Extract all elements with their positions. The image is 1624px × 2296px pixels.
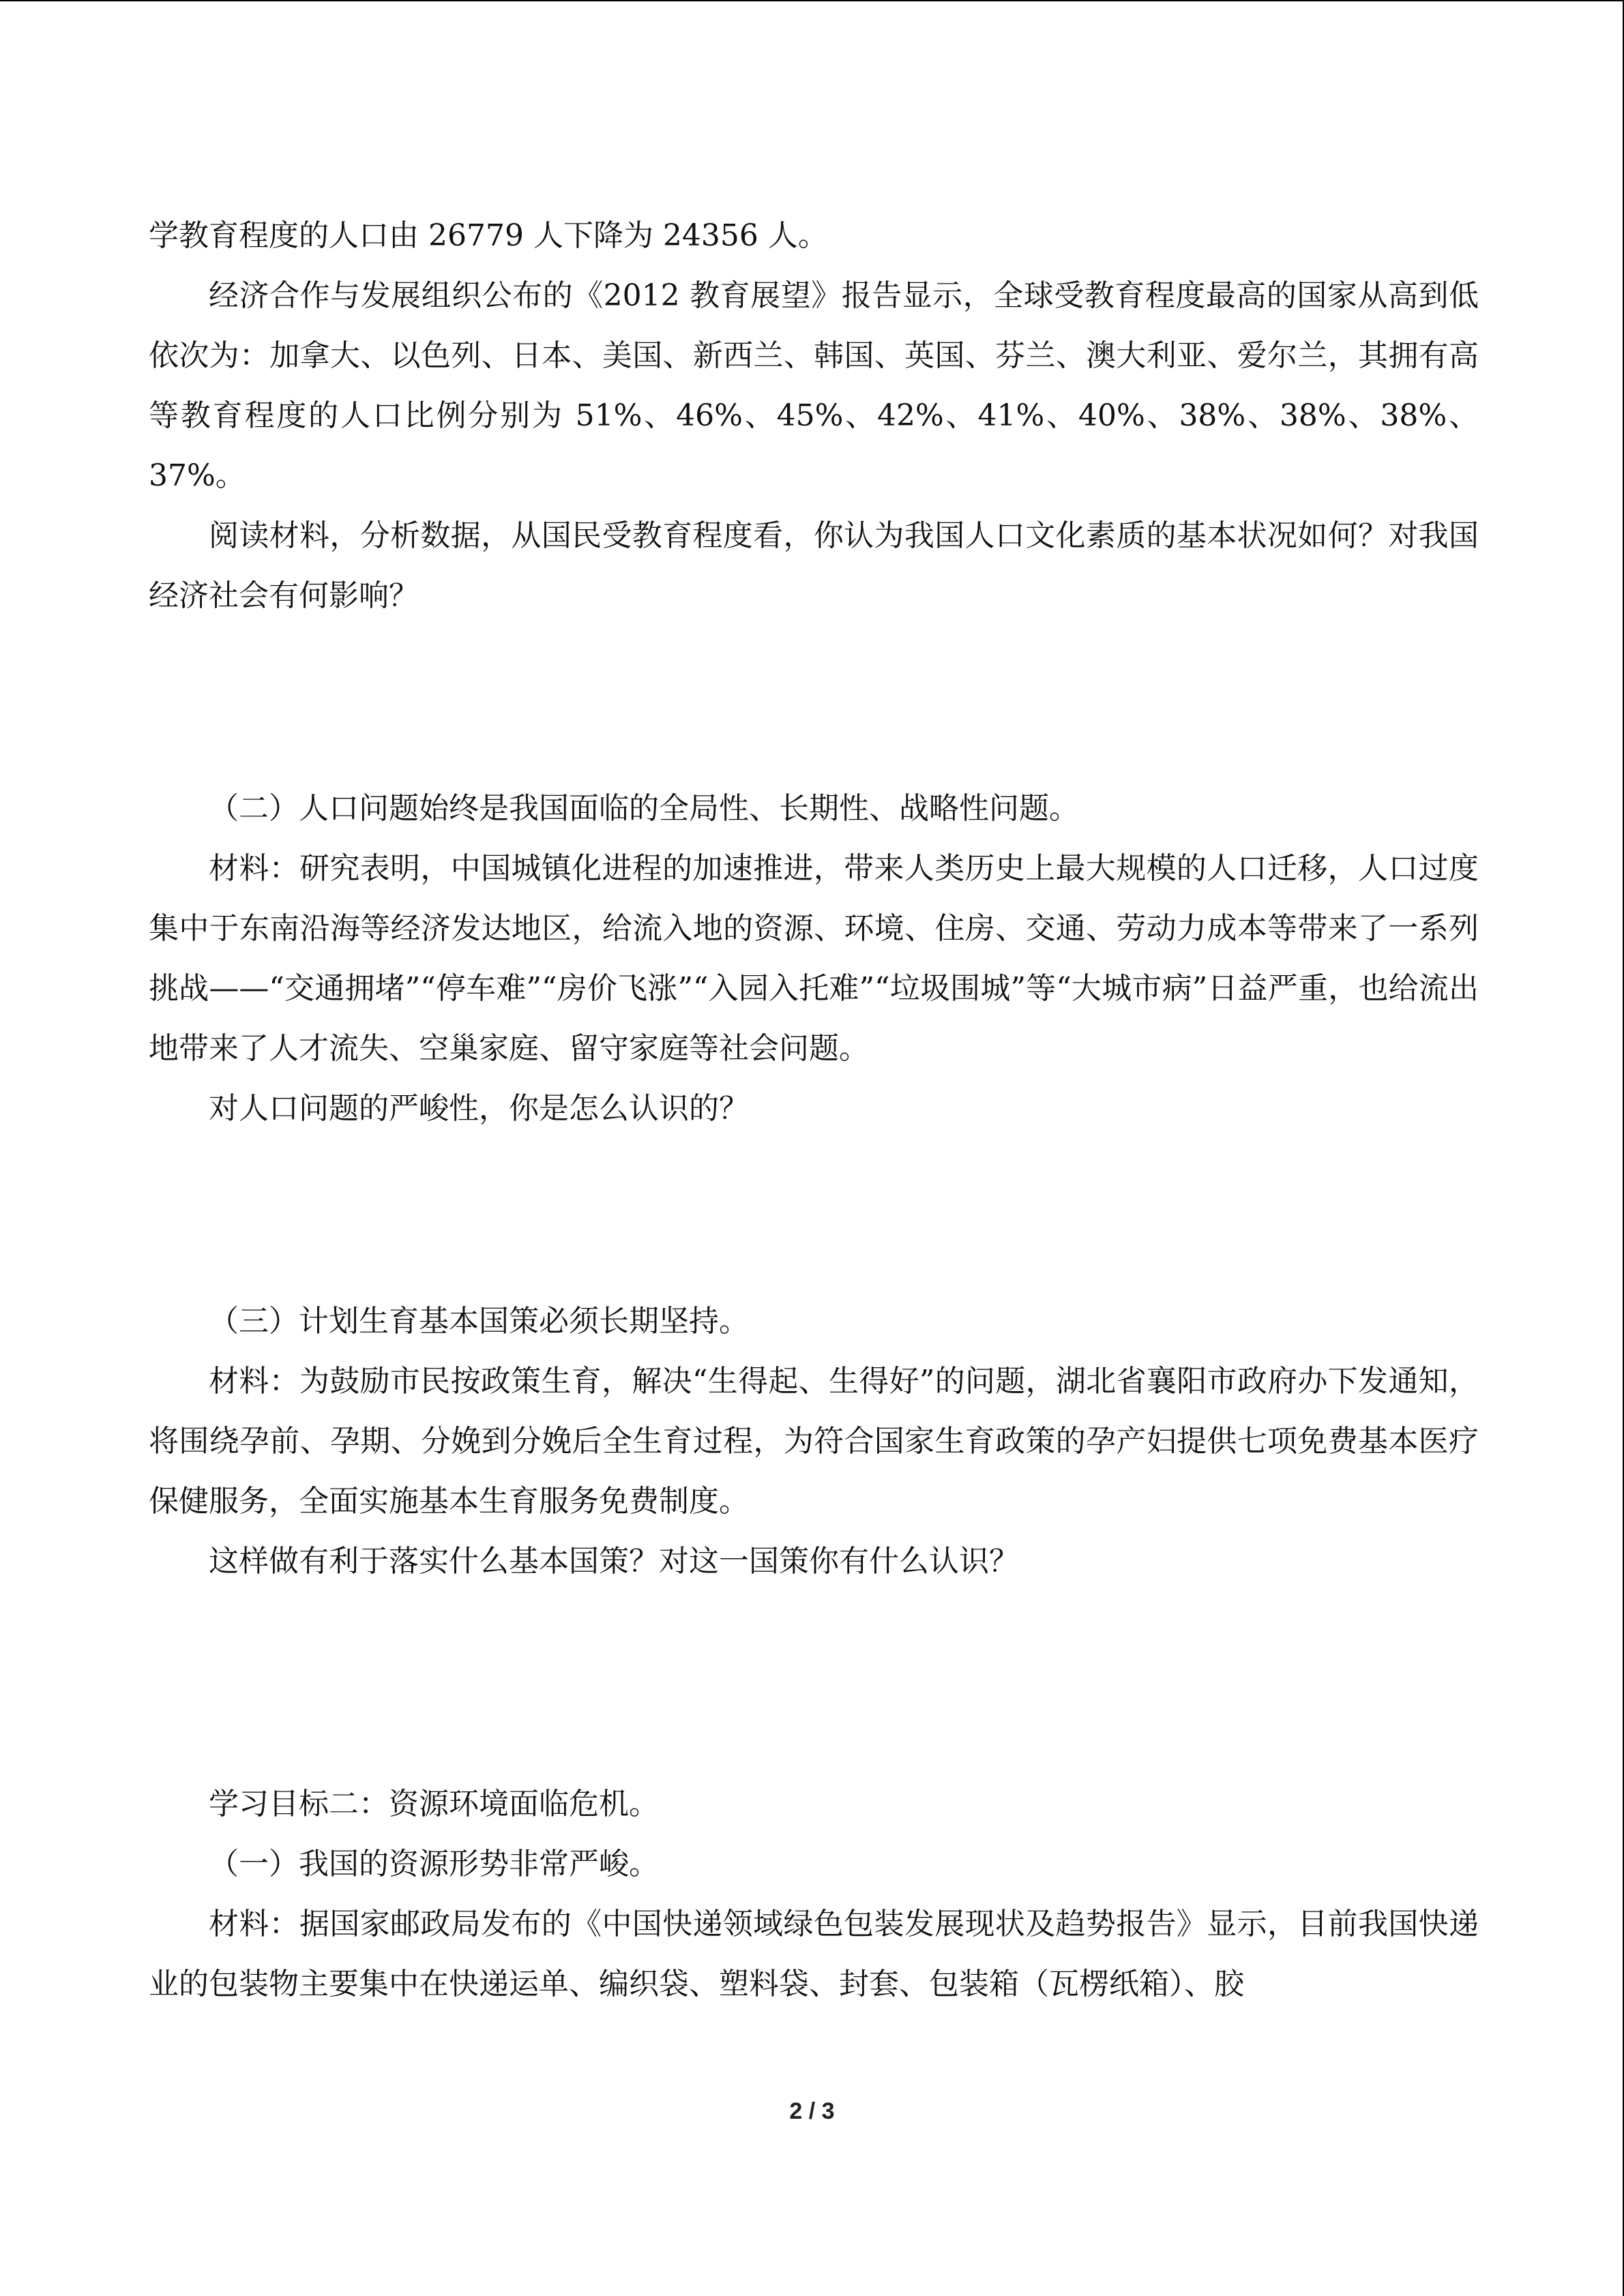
paragraph-xiangyang-material: 材料：为鼓励市民按政策生育，解决“生得起、生得好”的问题，湖北省襄阳市政府办下发通知，将围绕孕前、孕期、分娩到分娩后全生育过程，为符合国家生育政策的孕产妇提供七项免费基本医疗保健服务，全面实施基本生育服务免费制度。	[149, 1364, 1479, 1519]
learning-goal-two: 学习目标二：资源环境面临危机。	[209, 1787, 659, 1821]
paragraph-question-population: 对人口问题的严峻性，你是怎么认识的？	[209, 1091, 749, 1126]
paragraph-question-education: 阅读材料，分析数据，从国民受教育程度看，你认为我国人口文化素质的基本状况如何？对我国经济社会有何影响？	[149, 518, 1479, 613]
answer-space	[149, 1592, 1479, 1774]
paragraph-express-packaging-material: 材料：据国家邮政局发布的《中国快递领域绿色包装发展现状及趋势报告》显示，目前我国快递业的包装物主要集中在快递运单、编织袋、塑料袋、封套、包装箱（瓦楞纸箱）、胶	[149, 1907, 1479, 2001]
section-heading-family-planning: （三）计划生育基本国策必须长期坚持。	[209, 1304, 749, 1339]
answer-space	[149, 1139, 1479, 1292]
section-heading-population-problem: （二）人口问题始终是我国面临的全局性、长期性、战略性问题。	[209, 791, 1079, 826]
page-number: 2 / 3	[789, 2098, 835, 2124]
paragraph-question-policy: 这样做有利于落实什么基本国策？对这一国策你有什么认识？	[209, 1544, 1019, 1579]
paragraph-urbanization-material: 材料：研究表明，中国城镇化进程的加速推进，带来人类历史上最大规模的人口迁移，人口过度集中于东南沿海等经济发达地区，给流入地的资源、环境、住房、交通、劳动力成本等带来了一系列挑战——“交通拥堵”“停车难”“房价飞涨”“入园入托难”“垃圾围城”等“大城市病”日益严重，也给流出地带来了人才流失、空巢家庭、留守家庭等社会问题。	[149, 851, 1479, 1066]
document-body	[149, 206, 1479, 2014]
answer-space	[149, 626, 1479, 779]
paragraph-oecd-report: 经济合作与发展组织公布的《2012 教育展望》报告显示，全球受教育程度最高的国家从高到低依次为：加拿大、以色列、日本、美国、新西兰、韩国、英国、芬兰、澳大利亚、爱尔兰，其拥有高等教育程度的人口比例分别为 51%、46%、45%、42%、41%、40%、38%、38%、38%、37%。	[149, 278, 1479, 493]
paragraph-education-decline: 学教育程度的人口由 26779 人下降为 24356 人。	[149, 218, 828, 253]
section-heading-resources: （一）我国的资源形势非常严峻。	[209, 1847, 659, 1881]
